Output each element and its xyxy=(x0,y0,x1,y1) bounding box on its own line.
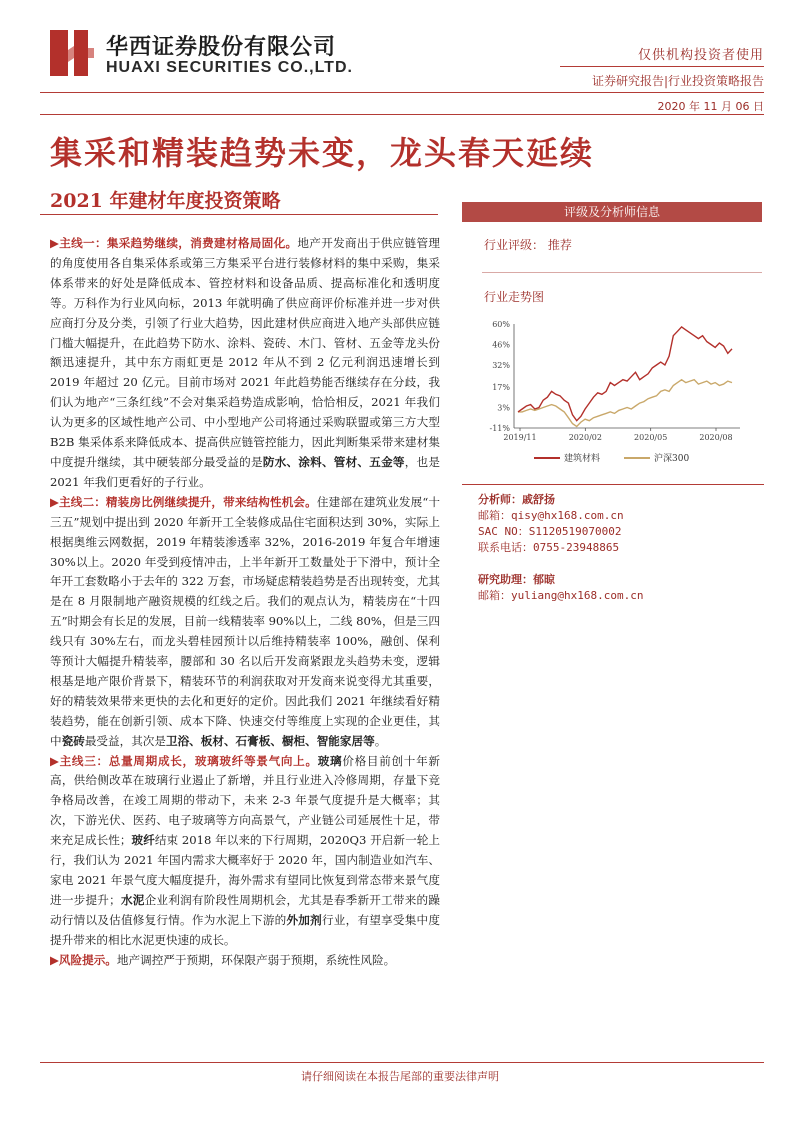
y-tick-label: 3% xyxy=(497,403,510,413)
audience-note: 仅供机构投资者使用 xyxy=(637,48,764,63)
side-panel-header: 评级及分析师信息 xyxy=(462,202,762,222)
company-logo-icon xyxy=(50,30,94,76)
report-date: 2020 年 11 月 06 日 xyxy=(657,100,764,113)
mainline-1-heading: 主线一：集采趋势继续，消费建材格局固化。 xyxy=(59,236,298,250)
analyst-email-label: 邮箱： xyxy=(478,509,511,522)
report-type: 证券研究报告|行业投资策略报告 xyxy=(591,74,764,88)
fiberglass-term: 玻纤 xyxy=(131,833,155,848)
mainline-3-text-4: 行业，有望享受集中度提升带来的相比水泥更快速的成长。 xyxy=(50,912,440,947)
mainline-2-highlight-1: 瓷砖 xyxy=(61,733,85,748)
x-tick-label: 2019/11 xyxy=(503,433,537,442)
y-tick-label: 17% xyxy=(492,382,510,392)
header-rule xyxy=(560,66,764,67)
legend-label: 建筑材料 xyxy=(564,454,601,464)
header-rule-2 xyxy=(40,92,764,93)
assistant-info xyxy=(478,572,643,604)
mainline-3-heading: 主线三：总量周期成长，玻璃玻纤等景气向上。 xyxy=(59,753,318,768)
panel-rule-2 xyxy=(462,484,764,485)
panel-rule xyxy=(482,272,762,273)
subtitle-rule xyxy=(40,214,438,215)
mainline-3-text-3: 企业利润有阶段性周期机会，尤其是春季新开工带来的躁动行情以及估值修复行情。作为水泥上下游的 xyxy=(50,892,440,927)
y-tick-label: 60% xyxy=(492,320,510,329)
legal-notice: 请仔细阅读在本报告尾部的重要法律声明 xyxy=(301,1070,499,1083)
paragraph-3 xyxy=(50,752,440,951)
series-line xyxy=(518,380,732,427)
admixture-term: 外加剂 xyxy=(286,912,322,927)
risk-text: 地产调控严于预期，环保限产弱于预期，系统性风险。 xyxy=(116,952,396,967)
paragraph-1 xyxy=(50,234,440,493)
analyst-info xyxy=(478,492,624,556)
x-tick-label: 2020/08 xyxy=(699,433,733,442)
assistant-email-label: 邮箱： xyxy=(478,589,511,602)
cement-term: 水泥 xyxy=(120,892,145,907)
page-subtitle: 2021 年建材年度投资策略 xyxy=(50,190,281,212)
y-tick-label: 32% xyxy=(492,361,510,371)
analyst-email[interactable]: qisy@hx168.com.cn xyxy=(511,509,624,522)
bullet-marker: ▶ xyxy=(50,236,60,250)
glass-term: 玻璃 xyxy=(317,753,343,768)
industry-rating xyxy=(484,236,572,253)
analyst-name: 戚舒扬 xyxy=(522,493,555,506)
rating-value: 推荐 xyxy=(547,238,572,252)
industry-trend-chart xyxy=(478,316,748,466)
risk-heading: 风险提示。 xyxy=(58,952,117,967)
y-tick-label: -11% xyxy=(489,424,510,433)
company-name-cn: 华西证券股份有限公司 xyxy=(106,34,337,60)
x-tick-label: 2020/02 xyxy=(568,433,602,442)
page-title: 集采和精装趋势未变，龙头春天延续 xyxy=(50,134,595,172)
header-rule-3 xyxy=(40,114,764,115)
mainline-1-tail: ，也是 2021 年我们更看好的子行业。 xyxy=(50,454,440,489)
mainline-3-text-1: 价格目前创十年新高，供给侧改革在玻璃行业遏止了新增，并且行业进入冷修周期，存量下竞争格局改善，在竣工周期的带动下，未来 2-3 年景气度提升是大概率；其次，下游光伏、医药、电子玻璃等方向高景气，产业链公司延展性十足，带来充足成长性； xyxy=(50,753,440,848)
mainline-2-highlight-2: 卫浴、板材、石膏板、橱柜、智能家居等 xyxy=(165,733,375,748)
bullet-marker: ▶ xyxy=(50,753,60,768)
analyst-phone: 0755-23948865 xyxy=(533,541,620,554)
mainline-2-heading: 主线二：精装房比例继续提升，带来结构性机会。 xyxy=(59,494,317,509)
y-tick-label: 46% xyxy=(492,340,510,350)
company-name-en: HUAXI SECURITIES CO.,LTD. xyxy=(106,59,353,76)
rating-label: 行业评级： xyxy=(484,238,545,252)
phone-label: 联系电话： xyxy=(478,541,533,554)
mainline-1-highlight: 防水、涂料、管材、五金等 xyxy=(262,454,405,469)
bullet-marker: ▶ xyxy=(50,952,59,967)
x-tick-label: 2020/05 xyxy=(634,433,668,442)
trend-chart-label: 行业走势图 xyxy=(484,290,545,304)
paragraph-4 xyxy=(50,951,440,971)
rating-analyst-panel xyxy=(462,202,762,464)
assistant-email[interactable]: yuliang@hx168.com.cn xyxy=(511,589,644,602)
mainline-2-tail: 。 xyxy=(374,733,387,748)
series-line xyxy=(518,327,732,421)
sac-number: S1120519070002 xyxy=(528,525,622,538)
mainline-3-text-2: 结束 2018 年以来的下行周期，2020Q3 开启新一轮上行，我们认为 2021 年国内需求大概率好于 2020 年，国内制造业如汽车、家电 2021 年景气度大幅度提升，海外需求有望同比恢复到常态带来景气度进一步提升； xyxy=(50,833,440,907)
mainline-2-text: 住建部在建筑业发展“十三五”规划中提出到 2020 年新开工全装修成品住宅面积达到 30%，实际上根据奥维云网数据，2019 年精装渗透率 32%，2016-2019 年复合年增速 30%以上。2020 年受到疫情冲击，上半年新开工数量处于下滑中，预计全年开工套数略小于去年的 322 万套，市场疑虑精装趋势是否出现转变，尤其是在 8 月限制地产融资规模的红线之后。我们的观点认为，精装房在“十四五”时期会有长足的发展，目前一线精装率 90%以上，二线 80%，但是三四线只有 30%左右，而龙头碧桂园预计以后维持精装率 100%，融创、保利等预计大幅提升精装率，腰部和 30 名以后开发商紧跟龙头趋势未变，逻辑根基是地产限价背景下，精装环节的利润获取对开发商来说变得尤其重要，好的精装效果带来更快的去化和更好的定价。因此我们 2021 年继续看好精装趋势，能在创新引领、成本下降、快速交付等维度上实现的企业更佳，其中 xyxy=(50,494,440,748)
legend-label: 沪深300 xyxy=(654,454,690,464)
mainline-1-text: 地产开发商出于供应链管理的角度使用各自集采体系或第三方集采平台进行装修材料的集中采购，集采体系带来的好处是降低成本、管控材料和设备品质、提高标准化和透明度等。万科作为行业风向标，2013 年就明确了供应商评价标准并进一步对供应商打分及分类，引领了行业大趋势，因此建材供应商进入地产头部供应链门槛大幅提升，在此趋势下防水、涂料、瓷砖、木门、管材、五金等龙头份额迅速提升，其中东方雨虹更是 2012 年从不到 2 亿元利润迅速增长到 2019 年超过 20 亿元。目前市场对 2021 年此趋势能否继续存在分歧，我们认为地产“三条红线”不会对集采趋势造成影响，恰恰相反，2021 年我们认为更多的区域性地产公司、中小型地产公司将通过采购联盟或第三方大型 B2B 集采体系来降低成本、提高供应链管控能力，因此判断集采带来建材集中度提升继续，其中硬装部分最受益的是 xyxy=(50,236,440,469)
assistant-name: 郁晾 xyxy=(533,573,555,586)
assistant-label: 研究助理： xyxy=(478,573,533,586)
mainline-2-mid: 最受益，其次是 xyxy=(84,733,166,748)
analyst-label: 分析师： xyxy=(478,493,522,506)
report-body xyxy=(50,234,440,971)
paragraph-2 xyxy=(50,493,440,752)
sac-label: SAC NO： xyxy=(478,525,529,538)
footer-rule xyxy=(40,1062,764,1063)
bullet-marker: ▶ xyxy=(50,494,60,509)
